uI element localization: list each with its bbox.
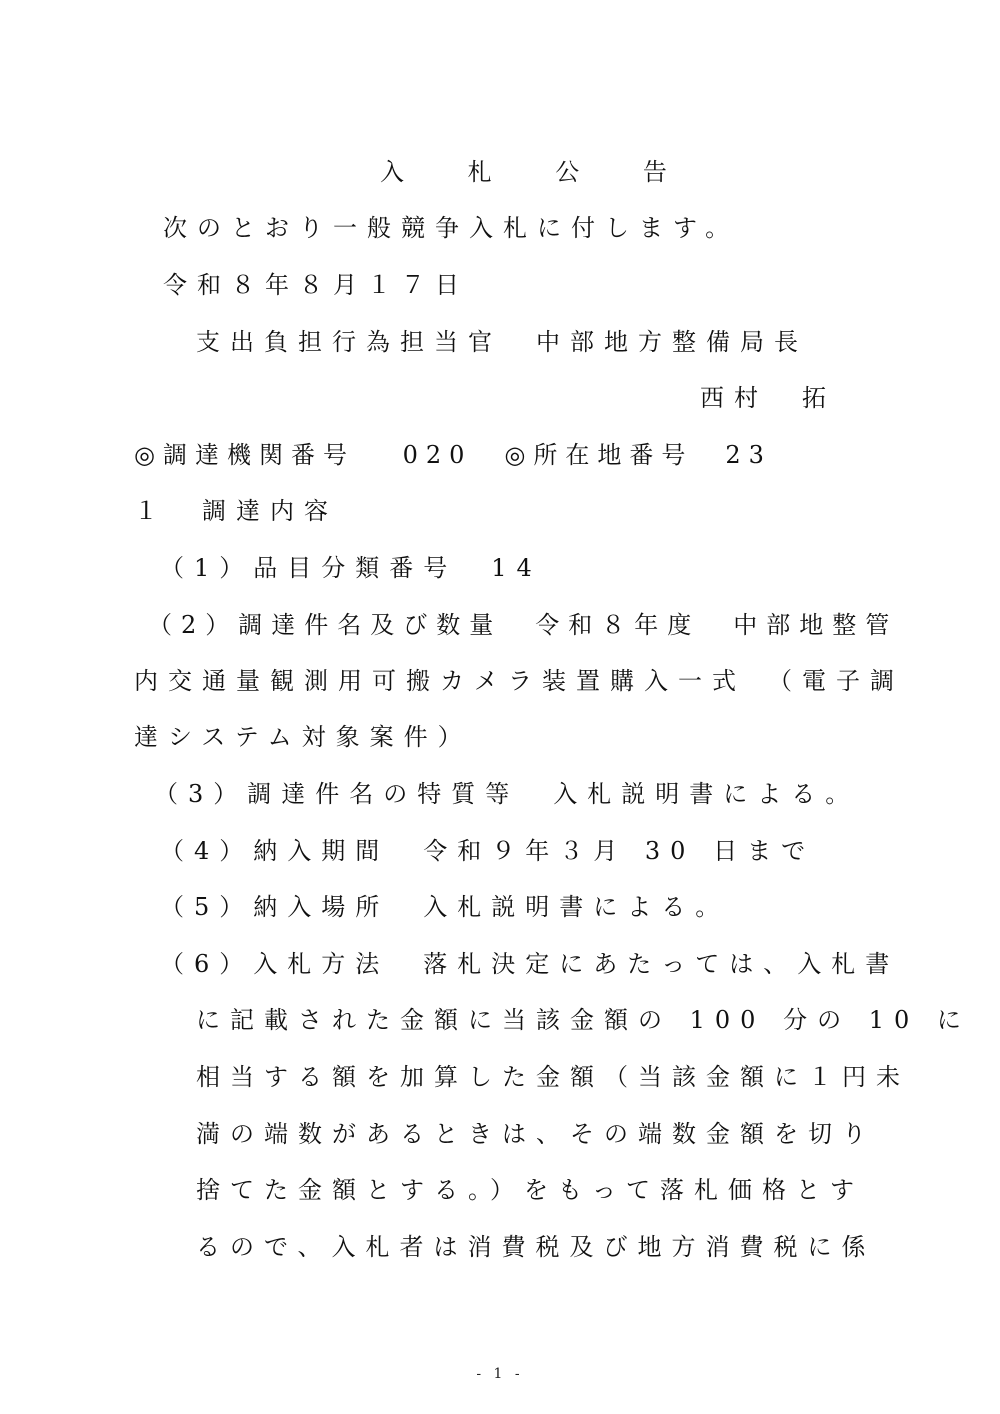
official-title: 支出負担行為担当官 中部地方整備局長 bbox=[196, 328, 808, 356]
item-6-line-2: に記載された金額に当該金額の 100 分の 10 に bbox=[196, 1006, 971, 1034]
item-6-line-5: 捨てた金額とする。）をもって落札価格とす bbox=[196, 1176, 864, 1204]
intro-text: 次のとおり一般競争入札に付します。 bbox=[163, 214, 740, 242]
announcement-date: 令和８年８月１７日 bbox=[163, 271, 469, 299]
item-6-line-1: （6）入札方法 落札決定にあたっては、入札書 bbox=[160, 950, 900, 978]
item-6-line-4: 満の端数があるときは、その端数金額を切り bbox=[196, 1120, 876, 1148]
page-number: - 1 - bbox=[476, 1366, 524, 1382]
item-1: （1）品目分類番号 14 bbox=[160, 554, 542, 582]
item-2-line-3: 達システム対象案件） bbox=[134, 723, 472, 751]
item-6-line-6: るので、入札者は消費税及び地方消費税に係 bbox=[196, 1233, 876, 1261]
official-name: 西村 拓 bbox=[700, 384, 836, 412]
item-4: （4）納入期間 令和９年３月 30 日まで bbox=[160, 837, 816, 865]
document-title: 入 札 公 告 bbox=[380, 158, 695, 186]
item-2-line-2: 内交通量観測用可搬カメラ装置購入一式 （電子調 bbox=[134, 667, 904, 695]
item-5: （5）納入場所 入札説明書による。 bbox=[160, 893, 730, 921]
item-6-line-3: 相当する額を加算した金額（当該金額に１円未 bbox=[196, 1063, 910, 1091]
item-2-line-1: （2）調達件名及び数量 令和８年度 中部地整管 bbox=[148, 611, 899, 639]
item-3: （3）調達件名の特質等 入札説明書による。 bbox=[154, 780, 860, 808]
section-heading: １ 調達内容 bbox=[134, 497, 338, 525]
agency-codes: ◎調達機関番号 020 ◎所在地番号 23 bbox=[134, 441, 772, 469]
